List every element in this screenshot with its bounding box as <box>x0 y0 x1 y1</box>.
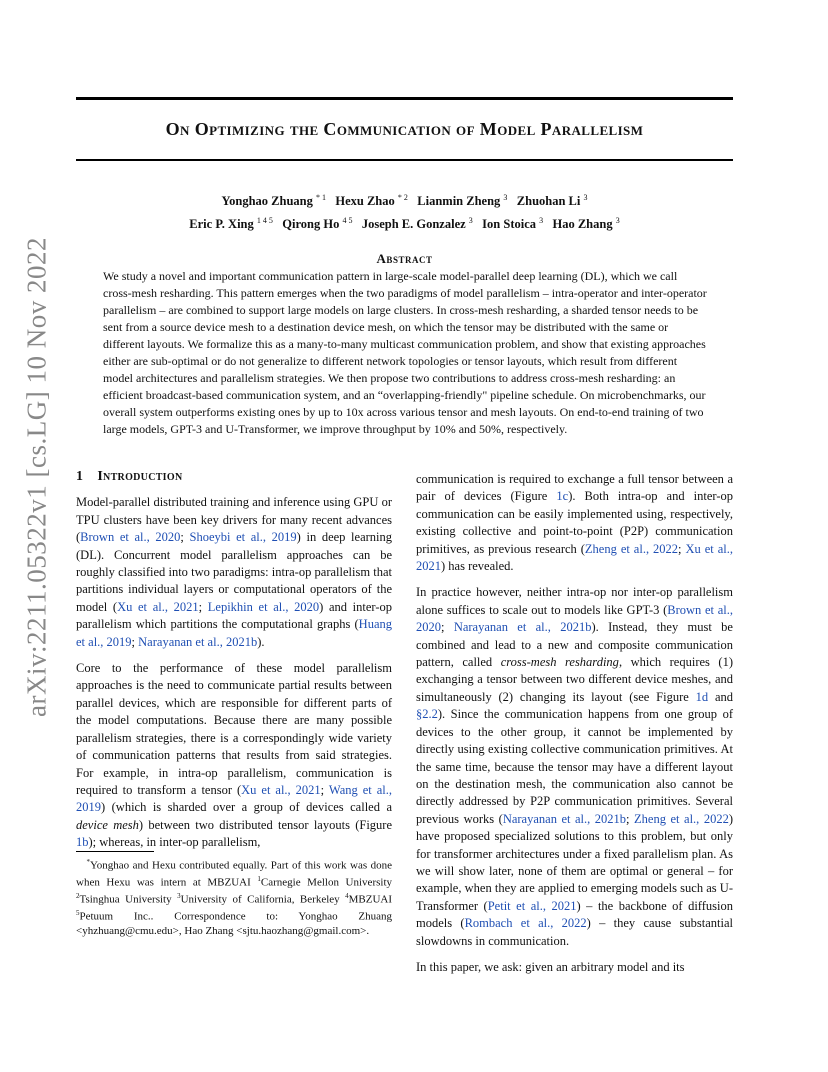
right-column <box>416 471 733 985</box>
citation-link[interactable]: Rombach et al., 2022 <box>464 916 587 931</box>
footnote-rule <box>76 851 154 852</box>
author-affiliation: 3 <box>503 193 508 202</box>
citation-link[interactable]: Zheng et al., 2022 <box>634 811 729 826</box>
citation-link[interactable]: Zheng et al., 2022 <box>584 541 679 556</box>
emphasis-term: cross-mesh resharding <box>500 655 619 670</box>
citation-link[interactable]: Wang et al., 2019 <box>76 782 392 815</box>
figure-link[interactable]: 1c <box>556 489 569 504</box>
section-link[interactable]: §2.2 <box>416 707 438 722</box>
intro-paragraph-5: In this paper, we ask: given an arbitrary model and its <box>416 959 685 974</box>
citation-link[interactable]: Narayanan et al., 2021b <box>138 634 258 649</box>
intro-paragraph-4: In practice however, neither intra-op nor inter-op parallelism alone suffices to scale out to models like GPT-3 (Brown et al., 2020; Narayanan et al., 2021b). Instead, they must be combined and lead to a new and composite communication pattern, called cross-mesh resharding, which requires (1) exchanging a tensor between two different device meshes, and simultaneously (2) changing its layout (see Figure 1d and §2.2). Since the communication happens from one group of devices to the other group, it cannot be implemented by directly using existing collective communication primitives. At the same time, because the tensor may have a different layout on the destination mesh, the communication also cannot be directly addressed by P2P communication primitives. Several previous works (Narayanan et al., 2021b; Zheng et al., 2022) have proposed specialized solutions to this problem, but only for transformer architectures under a fixed parallelism plan. As we will show later, none of them are optimal or general – for example, when they are applied to emerging models such as U-Transformer (Petit et al., 2021) – the backbone of diffusion models (Rombach et al., 2022) – they cause substantial slowdowns in communication. <box>416 585 733 948</box>
author-affiliation: 3 <box>539 216 544 226</box>
intro-paragraph-3: communication is required to exchange a full tensor between a pair of devices (Figure 1c). Both intra-op and inter-op communication can be easily implemented using, respectively, existing collective and point-to-point (P2P) communication primitives, as previous research (Zheng et al., 2022; Xu et al., 2021) has revealed. <box>416 472 733 574</box>
author-list <box>76 188 733 234</box>
paper-title: On Optimizing the Communication of Model Parallelism <box>165 119 644 139</box>
citation-link[interactable]: Xu et al., 2021 <box>117 599 199 614</box>
arxiv-identifier-text: arXiv:2211.05322v1 [cs.LG] 10 Nov 2022 <box>21 237 52 717</box>
citation-link[interactable]: Narayanan et al., 2021b <box>453 620 592 635</box>
intro-paragraph-2: Core to the performance of these model parallelism approaches is the need to communicate partial results between parallel devices, which are responsible for different parts of the model computations. Because there are many possible parallelism strategies, there is a correspondingly wide variety of communication patterns that results from said strategies. For example, in intra-op parallelism, communication is required to transform a tensor (Xu et al., 2021; Wang et al., 2019) (which is sharded over a group of devices called a device mesh) between two distributed tensor layouts (Figure 1b); whereas, in inter-op parallelism, <box>76 661 393 850</box>
citation-link[interactable]: Brown et al., 2020 <box>416 602 733 635</box>
citation-link[interactable]: Petit et al., 2021 <box>487 898 577 913</box>
author-name: Ion Stoica <box>482 217 536 232</box>
citation-link[interactable]: Xu et al., 2021 <box>241 782 321 797</box>
author-line-1 <box>76 188 733 211</box>
left-column <box>76 468 392 861</box>
author-name: Hao Zhang <box>552 217 613 232</box>
citation-link[interactable]: Shoeybi et al., 2019 <box>189 530 297 545</box>
author-name: Yonghao Zhuang <box>221 194 313 209</box>
citation-link[interactable]: Narayanan et al., 2021b <box>502 811 627 826</box>
title-bottom-rule <box>76 159 733 161</box>
citation-link[interactable]: Brown et al., 2020 <box>80 530 181 545</box>
citation-link[interactable]: Lepikhin et al., 2020 <box>207 599 320 614</box>
figure-link[interactable]: 1b <box>76 835 89 850</box>
author-line-2 <box>76 211 733 234</box>
figure-link[interactable]: 1d <box>695 689 709 704</box>
author-affiliation: 3 <box>468 216 473 226</box>
author-affiliation: * 1 <box>316 193 326 202</box>
section-number: 1 <box>76 469 84 484</box>
author-affiliation: 4 5 <box>342 216 353 226</box>
title-top-rule <box>76 97 733 100</box>
emphasis-term: device mesh <box>76 817 139 832</box>
citation-link[interactable]: Xu et al., 2021 <box>416 541 733 574</box>
intro-paragraph-1: Model-parallel distributed training and inference using GPU or TPU clusters have been key drivers for many recent advances (Brown et al., 2020; Shoeybi et al., 2019) in deep learning (DL). Concurrent model parallelism approaches can be roughly classified into two paradigms: intra-op parallelism that partitions individual layers or computational operators of the model (Xu et al., 2021; Lepikhin et al., 2020) and inter-op parallelism which partitions the computational graphs (Huang et al., 2019; Narayanan et al., 2021b). <box>76 495 393 649</box>
section-title: Introduction <box>97 469 183 484</box>
author-name: Zhuohan Li <box>516 194 581 209</box>
footnote: *Yonghao and Hexu contributed equally. Part of this work was done when Hexu was intern at MBZUAI $^1$Carnegie Mellon University $^2$Tsinghua University $^3$University of California, Berkeley $^4$MBZUAI $^5$Petuum Inc.. Correspondence to: Yonghao Zhuang <yhzhuang@cmu.edu>, Hao Zhang <sjtu.haozhang@gmail.com>. <box>76 858 392 937</box>
section-heading <box>76 468 392 485</box>
abstract-body: We study a novel and important communication pattern in large-scale model-parallel deep learning (DL), which we call cross-mesh resharding. This pattern emerges when the two paradigms of model parallelism – intra-operator and inter-operator parallelism – are combined to support large models on large clusters. In cross-mesh resharding, a sharded tensor needs to be sent from a source device mesh to a destination device mesh, on which the tensor may be distributed with the same or different layouts. We formalize this as a many-to-many multicast communication problem, and show that existing approaches either are sub-optimal or do not generalize to different network topologies or tensor layouts, which result from different model architectures and parallelism strategies. We then propose two contributions to address cross-mesh resharding: an efficient broadcast-based communication system, and an “overlapping-friendly" pipeline schedule. On microbenchmarks, our overall system outperforms existing ones by up to 10x across various tensor and mesh layouts. On end-to-end training of two large models, GPT-3 and U-Transformer, we improve throughput by 10% and 50%, respectively. <box>103 269 707 436</box>
author-name: Hexu Zhao <box>335 194 395 209</box>
author-affiliation: 3 <box>583 193 588 202</box>
author-name: Lianmin Zheng <box>417 194 501 209</box>
citation-link[interactable]: Huang et al., 2019 <box>76 617 392 649</box>
author-affiliation: * 2 <box>397 193 408 202</box>
author-name: Joseph E. Gonzalez <box>361 217 466 232</box>
author-name: Eric P. Xing <box>189 217 254 232</box>
abstract-heading: Abstract <box>376 251 433 266</box>
author-affiliation: 1 4 5 <box>256 216 273 226</box>
author-affiliation: 3 <box>615 216 620 226</box>
author-name: Qirong Ho <box>282 217 340 232</box>
